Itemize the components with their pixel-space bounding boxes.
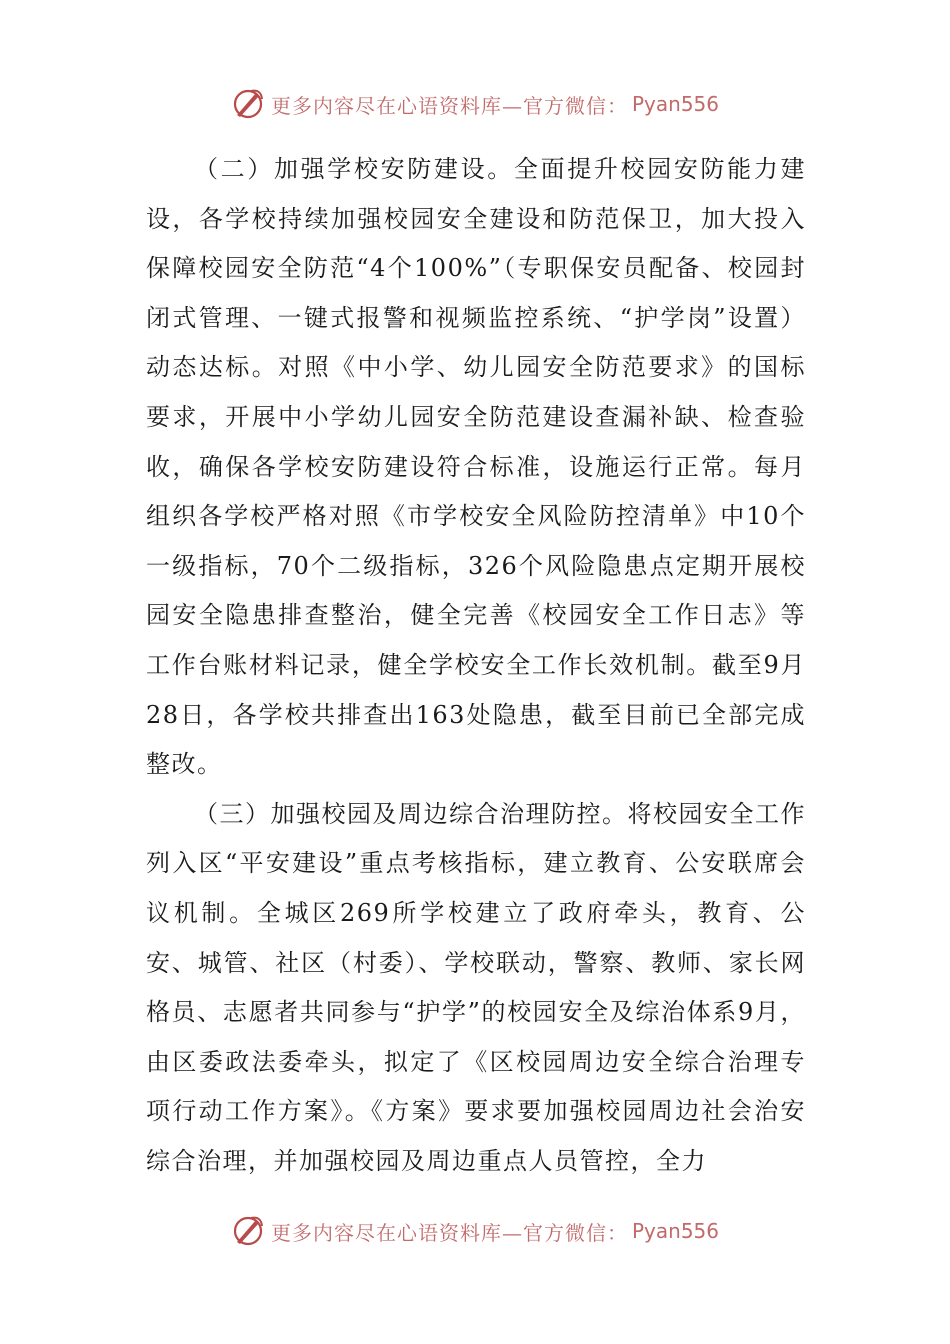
watermark-text: 更多内容尽在心语资料库—官方微信： [270,1220,628,1245]
watermark-text: 更多内容尽在心语资料库—官方微信： [270,93,628,118]
paragraph-campus-security: （二）加强学校安防建设。全面提升校园安防能力建设，各学校持续加强校园安全建设和防范保卫，加大投入保障校园安全防范“4个100%”（专职保安员配备、校园封闭式管理、一键式报警和视频监控系统、“护学岗”设置）动态达标。对照《中小学、幼儿园安全防范要求》的国标要求，开展中小学幼儿园安全防范建设查漏补缺、检查验收，确保各学校安防建设符合标准，设施运行正常。每月组织各学校严格对照《市学校安全风险防控清单》中10个一级指标，70个二级指标，326个风险隐患点定期开展校园安全隐患排查整治，健全完善《校园安全工作日志》等工作台账材料记录，健全学校安全工作长效机制。截至9月28日，各学校共排查出163处隐患，截至目前已全部完成整改。 [146,155,806,779]
wechat-id: Pyan556 [631,1219,719,1243]
paragraph-campus-governance: （三）加强校园及周边综合治理防控。将校园安全工作列入区“平安建设”重点考核指标，建立教育、公安联席会议机制。全城区269所学校建立了政府牵头，教育、公安、城管、社区（村委）、学校联动，警察、教师、家长网格员、志愿者共同参与“护学”的校园安全及综治体系9月，由区委政法委牵头，拟定了《区校园周边安全综合治理专项行动工作方案》。《方案》要求要加强校园周边社会治安综合治理，并加强校园及周边重点人员管控，全力 [146,799,806,1175]
wechat-id: Pyan556 [631,92,719,116]
quill-logo-icon [231,87,265,121]
document-body [146,145,806,1186]
footer-watermark [0,1209,950,1253]
quill-logo-icon [231,1214,265,1248]
header-watermark [0,82,950,126]
